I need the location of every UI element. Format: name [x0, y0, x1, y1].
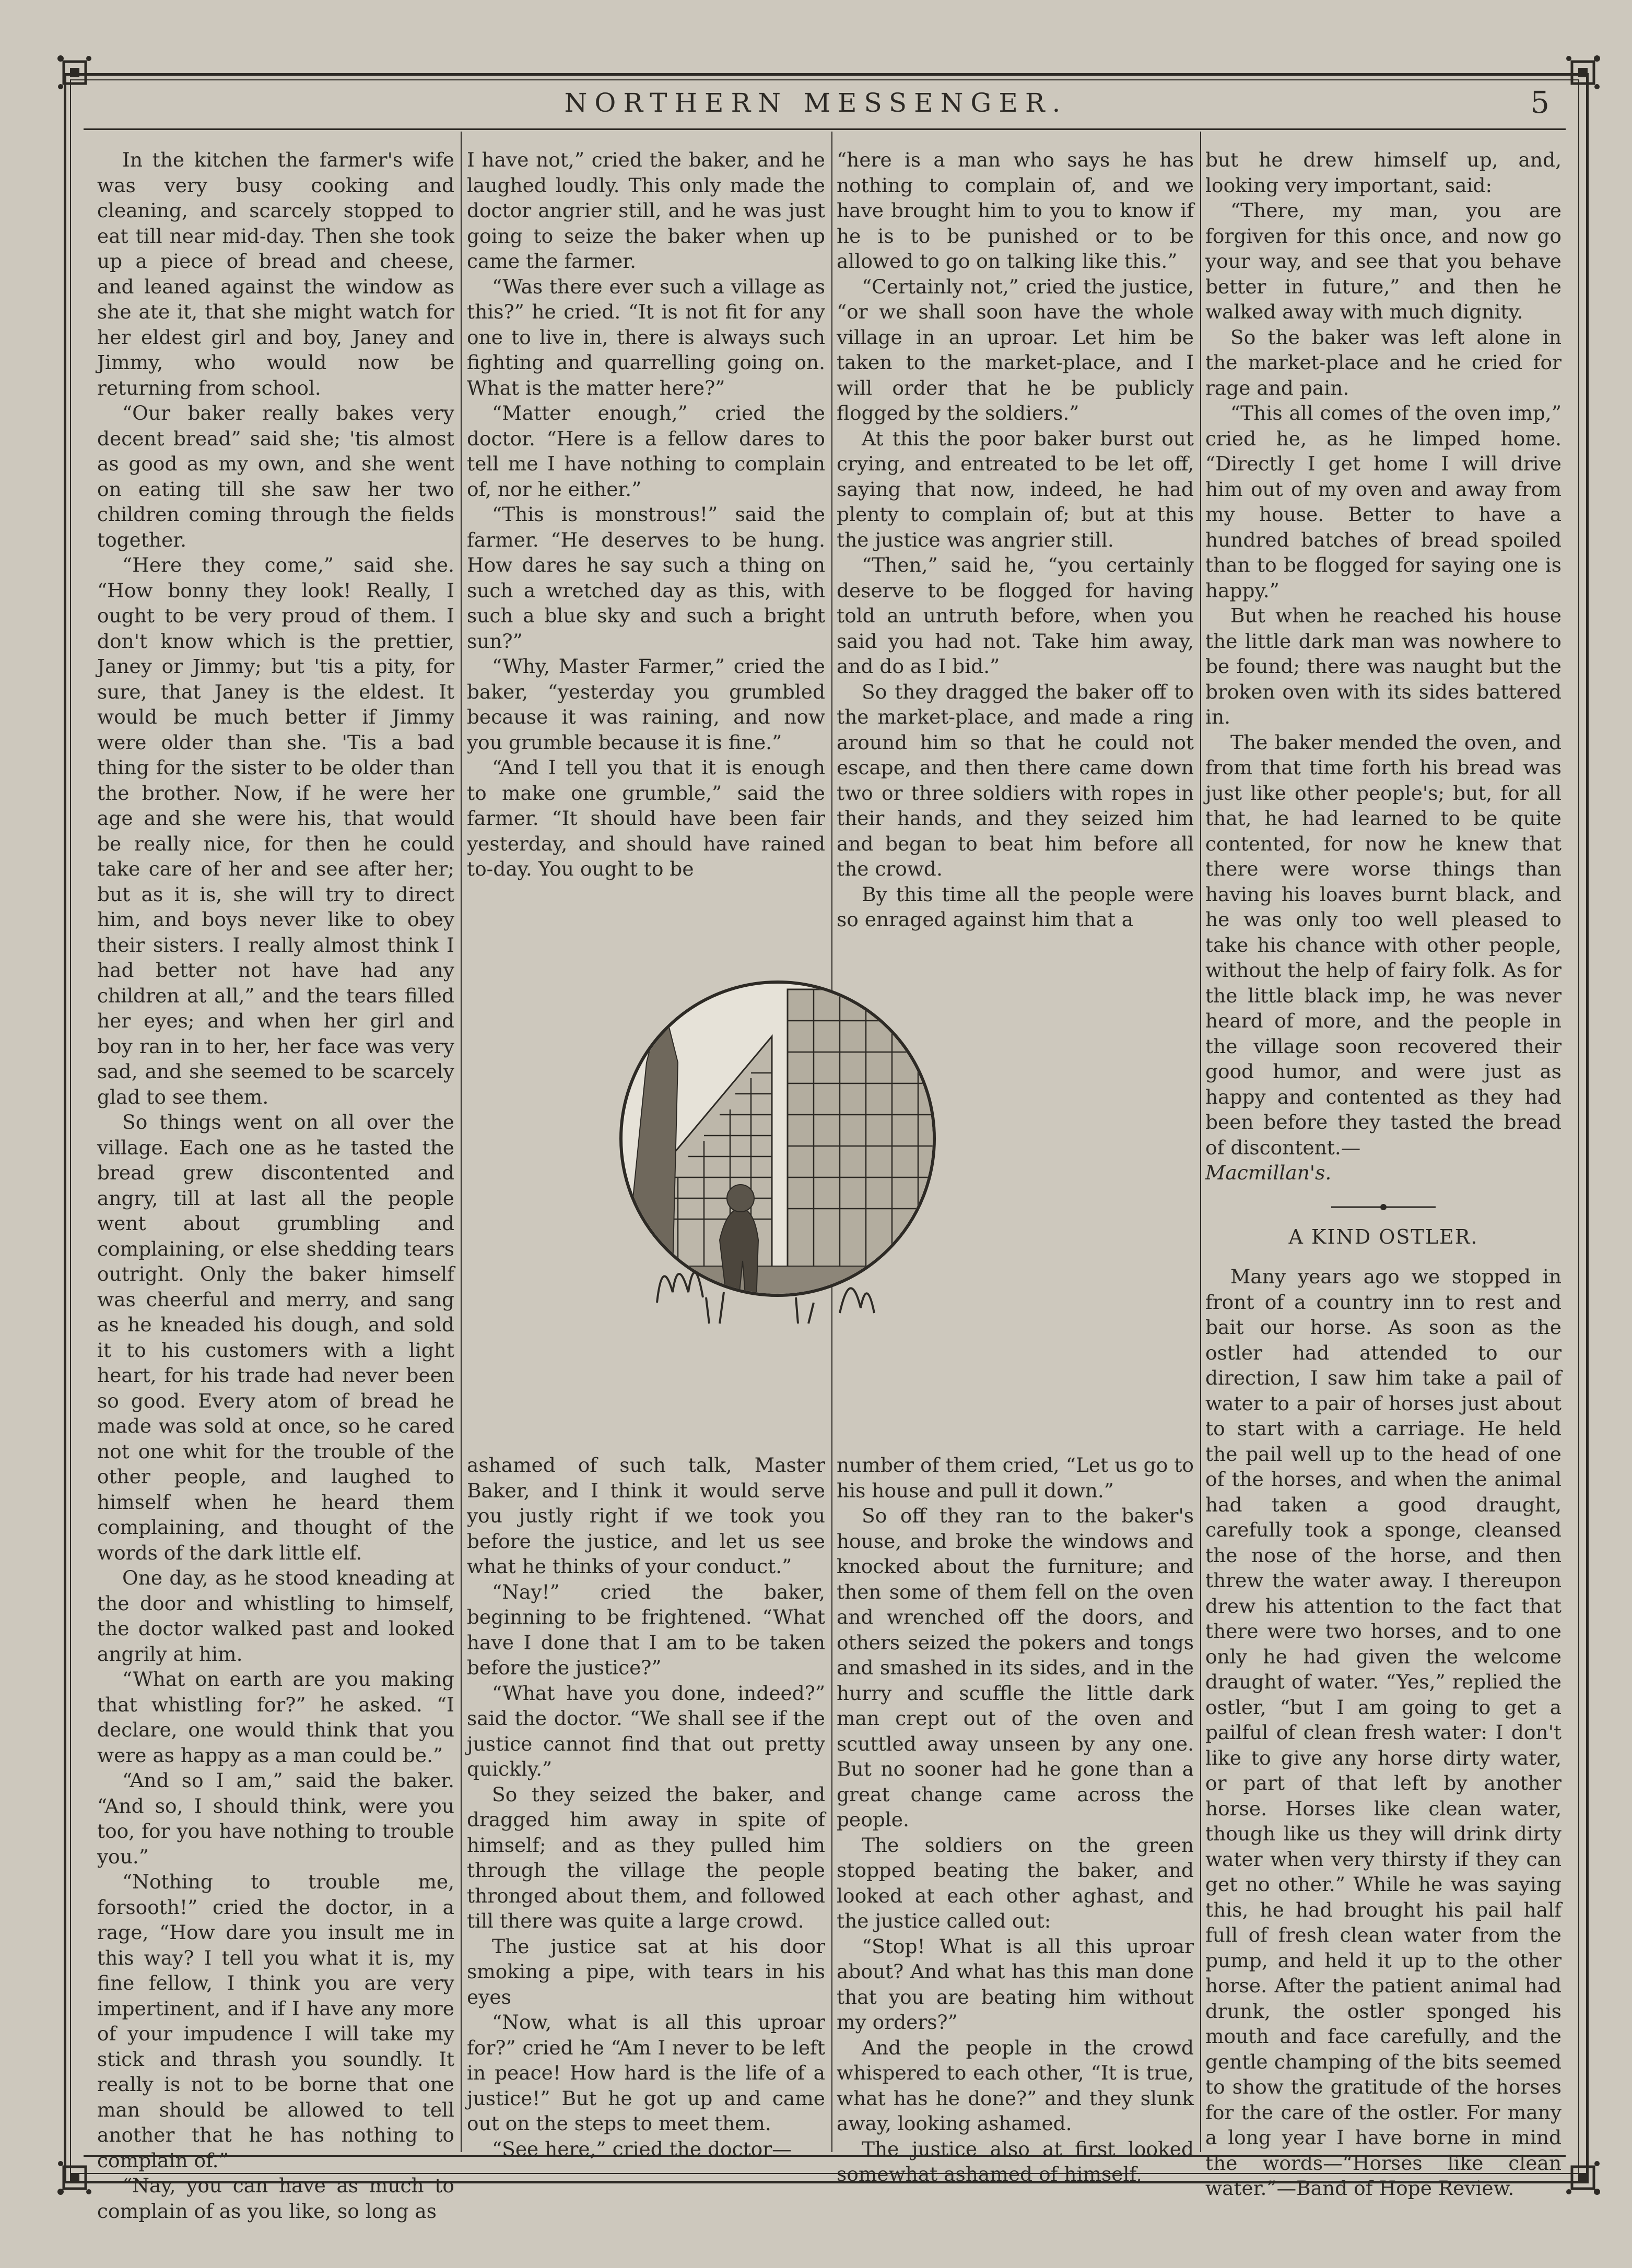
column-1: [97, 147, 454, 2223]
column-2-top: [467, 147, 825, 889]
paragraph: “This all comes of the oven imp,” cried he, as he limped home. “Directly I get home I will drive him out of my oven and away from my house. Better to have a hundred batches of bread spoiled than to be flogged for saying one is happy.”: [1205, 401, 1561, 602]
engraving-roundel: [615, 982, 949, 1324]
paragraph: Many years ago we stopped in front of a country inn to rest and bait our horse. As soon as the ostler had attended to our direction, I saw him take a pail of water to a pair of horses just about to start with a carriage. He held the pail well up to the head of one of the horses, and when the animal had taken a good draught, carefully took a sponge, cleansed the nose of the horse, and then threw the water away. I thereupon drew his attention to the fact that there were two horses, and to one only he had given the welcome draught of water. “Yes,” replied the ostler, “but I am going to get a pailful of clean fresh water: I don't like to give any horse dirty water, or part of that left by another horse. Horses like clean water, though like us they will drink dirty water when very thirsty if they can get no other.” While he was saying this, he had brought his pail half full of fresh clean water from the pump, and held it up to the other horse. After the patient animal had drunk, the ostler sponged his mouth and face carefully, and the gentle champing of the bits seemed to show the gratitude of the horses for the care of the ostler. For many a long year I have borne in mind the words—“Horses like clean water.”—Band of Hope Review.: [1205, 1265, 1561, 2200]
article-title: A KIND OSTLER.: [1288, 1225, 1478, 1248]
paragraph: “And I tell you that it is enough to make one grumble,” said the farmer. “It should have been fair yesterday, and should have rained to-day. You ought to be: [467, 756, 825, 880]
paragraph: The soldiers on the green stopped beating the baker, and looked at each other aghast, and the justice called out:: [837, 1833, 1194, 1932]
paragraph: So they seized the baker, and dragged him away in spite of himself; and as they pulled him through the village the people thronged about them, and followed till there was quite a large crowd.: [467, 1782, 825, 1932]
paragraph: number of them cried, “Let us go to his house and pull it down.”: [837, 1454, 1194, 1502]
paragraph: “See here,” cried the doctor—: [492, 2137, 792, 2160]
paragraph: By this time all the people were so enraged against him that a: [837, 882, 1194, 931]
paragraph: The baker mended the oven, and from that time forth his bread was just like other people's; but, for all that, he had learned to be quite contented, for now he knew that there were worse things than having his loaves burnt black, and he was only too well pleased to take his chance with other people, without the help of fairy folk. As for the little black imp, he was never heard of more, and the people in the village soon recovered their good humor, and were just as happy and contented as they had been before they tasted the bread of discontent.—: [1205, 730, 1561, 1159]
story-source: Macmillan's.: [1205, 1161, 1332, 1184]
paragraph: “Why, Master Farmer,” cried the baker, “yesterday you grumbled because it was raining, and now you grumble because it is fine.”: [467, 655, 825, 754]
paragraph: “Then,” said he, “you certainly deserve to be flogged for having told an untruth before, when you said you had not. Take him away, and do as I bid.”: [837, 553, 1194, 678]
paragraph: So off they ran to the baker's house, and broke the windows and knocked about the furniture; and then some of them fell on the oven and wrenched off the doors, and others seized the pokers and tongs and smashed in its sides, and in the hurry and scuffle the little dark man crept out of the oven and scuttled away unseen by any one. But no sooner had he gone than a great change came across the people.: [837, 1504, 1194, 1831]
page-number: 5: [1530, 85, 1549, 120]
paragraph: “Nothing to trouble me, forsooth!” cried the doctor, in a rage, “How dare you insult me in this way? I tell you what it is, my fine fellow, I think you are very impertinent, and if I have any more of your impudence I will take my stick and thrash you soundly. It really is not to be borne that one man should be allowed to tell another that he has nothing to complain of.”: [97, 1870, 454, 2172]
paragraph: So things went on all over the village. Each one as he tasted the bread grew discontented and angry, till at last all the people went about grumbling and complaining, or else shedding tears outright. Only the baker himself was cheerful and merry, and sang as he kneaded his dough, and sold it to his customers with a light heart, for his trade had never been so good. Every atom of bread he made was sold at once, so he cared not one whit for the trouble of the other people, and laughed to himself when he heard them complaining, and thought of the words of the dark little elf.: [97, 1111, 454, 1564]
paragraph: “Our baker really bakes very decent bread” said she; 'tis almost as good as my own, and she went on eating till she saw her two children coming through the fields together.: [97, 401, 454, 551]
paragraph: “What have you done, indeed?” said the doctor. “We shall see if the justice cannot find that out pretty quickly.”: [467, 1681, 825, 1780]
section-divider: [1205, 1193, 1561, 1203]
paragraph: I have not,” cried the baker, and he laughed loudly. This only made the doctor angrier still, and he was just going to seize the baker when up came the farmer.: [467, 148, 825, 273]
paragraph: “Stop! What is all this uproar about? And what has this man done that you are beating him without my orders?”: [837, 1934, 1194, 2034]
column-rule-1: [461, 132, 462, 2152]
engraving-illustration: [615, 906, 940, 1423]
paragraph: but he drew himself up, and, looking very important, said:: [1205, 148, 1561, 197]
header-rule: [84, 128, 1566, 130]
paragraph: “Now, what is all this uproar for?” cried he “Am I never to be left in peace! How hard is the life of a justice!” But he got up and came out on the steps to meet them.: [467, 2011, 825, 2135]
paragraph: “Nay, you can have as much to complain of as you like, so long as: [97, 2174, 454, 2223]
paragraph: “Here they come,” said she. “How bonny they look! Really, I ought to be very proud of them. I don't know which is the prettier, Janey or Jimmy; but 'tis a pity, for sure, that Janey is the eldest. It would be much better if Jimmy were older than she. 'Tis a bad thing for the sister to be older than the brother. Now, if he were her age and she were his, that would be really nice, for then he could take care of her and see after her; but as it is, she will try to direct him, and boys never like to obey their sisters. I really almost think I had better not have had any children at all,” and the tears filled her eyes; and when her girl and boy ran in to her, her face was very sad, and she seemed to be scarcely glad to see them.: [97, 553, 454, 1108]
paragraph: “here is a man who says he has nothing to complain of, and we have brought him to you to know if he is to be punished or to be allowed to go on talking like this.”: [837, 148, 1194, 273]
paragraph: “Nay!” cried the baker, beginning to be frightened. “What have I done that I am to be taken before the justice?”: [467, 1580, 825, 1679]
paragraph: “Certainly not,” cried the justice, “or we shall soon have the whole village in an uproar. Let him be taken to the market-place, and I will order that he be publicly flogged by the soldiers.”: [837, 275, 1194, 424]
paragraph: “There, my man, you are forgiven for this once, and now go your way, and see that you behave better in future,” and then he walked away with much dignity.: [1205, 199, 1561, 323]
masthead-title: NORTHERN MESSENGER.: [564, 88, 1068, 118]
footer-rule: [84, 2155, 1566, 2157]
column-3-top: [837, 147, 1194, 931]
corner-ornament-bottom-right: [1565, 2159, 1601, 2196]
paragraph: The justice sat at his door smoking a pipe, with tears in his eyes: [467, 1934, 825, 2009]
column-rule-3: [1200, 132, 1201, 2152]
paragraph: And the people in the crowd whispered to each other, “It is true, what has he done?” and they slunk away, looking ashamed.: [837, 2036, 1194, 2135]
corner-ornament-bottom-left: [56, 2159, 93, 2196]
column-3-bottom: [837, 1452, 1194, 2186]
paragraph: ashamed of such talk, Master Baker, and I think it would serve you justly right if we took you before the justice, and let us see what he thinks of your conduct.”: [467, 1454, 825, 1578]
paragraph: So they dragged the baker off to the market-place, and made a ring around him so that he could not escape, and then there came down two or three soldiers with ropes in their hands, and they seized him and began to beat him before all the crowd.: [837, 680, 1194, 880]
paragraph: One day, as he stood kneading at the door and whistling to himself, the doctor walked past and looked angrily at him.: [97, 1566, 454, 1665]
paragraph: In the kitchen the farmer's wife was very busy cooking and cleaning, and scarcely stopped to eat till near mid-day. Then she took up a piece of bread and cheese, and leaned against the window as she ate it, that she might watch for her eldest girl and boy, Janey and Jimmy, who would now be returning from school.: [97, 148, 454, 399]
corner-ornament-top-right: [1565, 54, 1601, 91]
paragraph: So the baker was left alone in the market-place and he cried for rage and pain.: [1205, 325, 1561, 399]
paragraph: But when he reached his house the little dark man was nowhere to be found; there was naught but the broken oven with its sides battered in.: [1205, 604, 1561, 728]
column-4: [1205, 147, 1561, 2200]
corner-ornament-top-left: [56, 54, 93, 91]
paragraph: At this the poor baker burst out crying, and entreated to be let off, saying that now, indeed, he had plenty to complain of; but at this the justice was angrier still.: [837, 427, 1194, 551]
paragraph: “Was there ever such a village as this?” he cried. “It is not fit for any one to live in, there is always such fighting and quarrelling going on. What is the matter here?”: [467, 275, 825, 399]
column-2-bottom: [467, 1452, 825, 2160]
paragraph: “What on earth are you making that whistling for?” he asked. “I declare, one would think that you were as happy as a man could be.”: [97, 1668, 454, 1767]
paragraph: The justice also at first looked somewhat ashamed of himself,: [837, 2137, 1194, 2186]
paragraph: “This is monstrous!” said the farmer. “He deserves to be hung. How dares he say such a thing on such a wretched day as this, with such a blue sky and such a bright sun?”: [467, 503, 825, 653]
paragraph: “And so I am,” said the baker. “And so, I should think, were you too, for you have nothing to trouble you.”: [97, 1769, 454, 1868]
paragraph: “Matter enough,” cried the doctor. “Here is a fellow dares to tell me I have nothing to complain of, nor he either.”: [467, 401, 825, 501]
